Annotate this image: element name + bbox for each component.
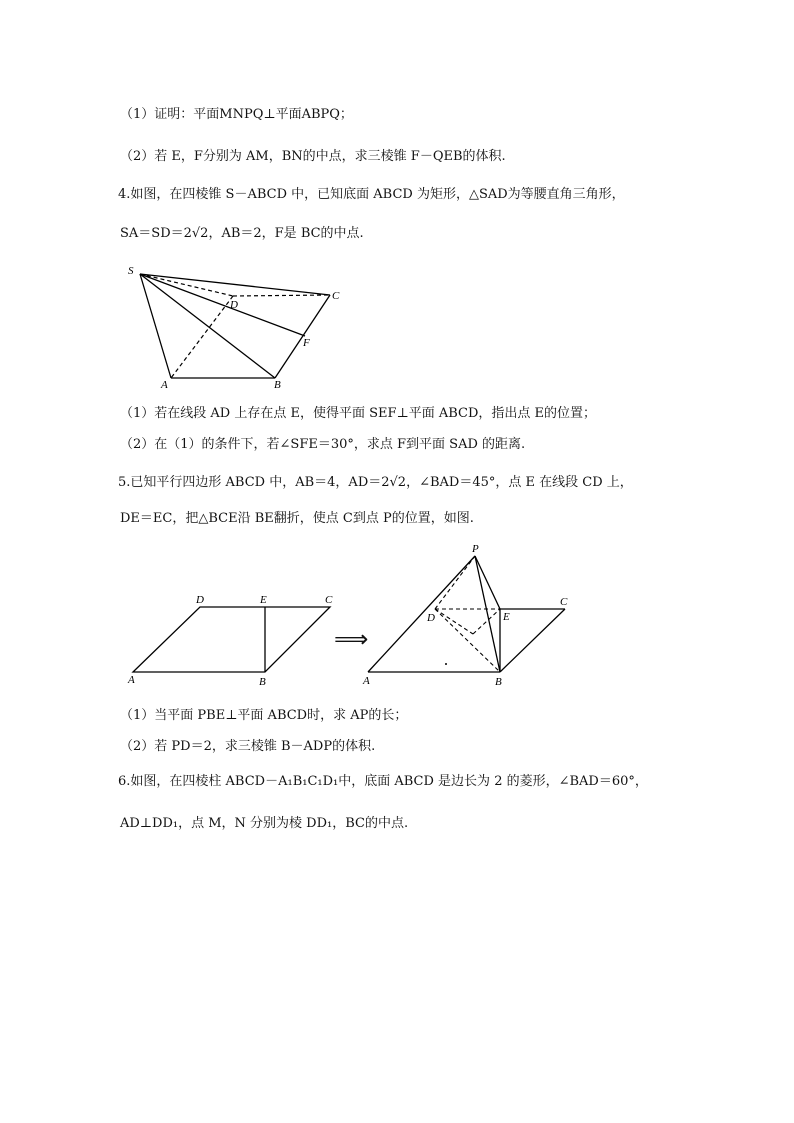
- label-A: A: [161, 379, 168, 391]
- p5-condition: DE＝EC，把△BCE沿 BE翻折，使点 C到点 P的位置，如图.: [120, 511, 474, 526]
- label-A: A: [128, 674, 135, 686]
- label-C: C: [325, 594, 333, 606]
- p3-part2: （2）若 E，F分别为 AM，BN的中点，求三棱锥 F－QEB的体积.: [120, 149, 506, 164]
- label-C: C: [560, 596, 568, 608]
- pyramid-figure: [125, 260, 355, 395]
- p4-condition: SA＝SD＝2√2，AB＝2，F是 BC的中点.: [120, 226, 364, 241]
- p4-part2: （2）在（1）的条件下，若∠SFE＝30°，求点 F到平面 SAD 的距离.: [120, 437, 526, 452]
- label-D: D: [230, 299, 238, 311]
- p6-condition: AD⊥DD₁，点 M，N 分别为棱 DD₁，BC的中点.: [120, 816, 409, 831]
- p4-part1: （1）若在线段 AD 上存在点 E，使得平面 SEF⊥平面 ABCD，指出点 E的位置；: [120, 406, 597, 421]
- p5-part1: （1）当平面 PBE⊥平面 ABCD时，求 AP的长；: [120, 708, 408, 723]
- folded-figure: [360, 540, 575, 690]
- label-D: D: [427, 612, 435, 624]
- label-E: E: [260, 594, 267, 606]
- parallelogram-figure: [125, 590, 340, 690]
- label-B: B: [259, 676, 266, 688]
- label-S: S: [128, 265, 134, 277]
- label-A: A: [363, 675, 370, 687]
- label-B: B: [495, 676, 502, 688]
- label-B: B: [274, 379, 281, 391]
- label-P: P: [472, 543, 479, 555]
- p6-intro: 6.如图，在四棱柱 ABCD－A₁B₁C₁D₁中，底面 ABCD 是边长为 2 的菱形，∠BAD＝60°，: [118, 774, 648, 789]
- transform-arrow: ⟹: [334, 625, 369, 653]
- label-E: E: [503, 611, 510, 623]
- p3-part1: （1）证明：平面MNPQ⊥平面ABPQ；: [120, 107, 353, 122]
- p5-intro: 5.已知平行四边形 ABCD 中，AB＝4，AD＝2√2，∠BAD＝45°，点 E 在线段 CD 上，: [118, 475, 633, 490]
- p5-part2: （2）若 PD＝2，求三棱锥 B－ADP的体积.: [120, 739, 376, 754]
- label-C: C: [332, 290, 340, 302]
- label-D: D: [196, 594, 204, 606]
- label-F: F: [303, 337, 310, 349]
- p4-intro: 4.如图，在四棱锥 S－ABCD 中，已知底面 ABCD 为矩形，△SAD为等腰直角三角形，: [118, 187, 625, 202]
